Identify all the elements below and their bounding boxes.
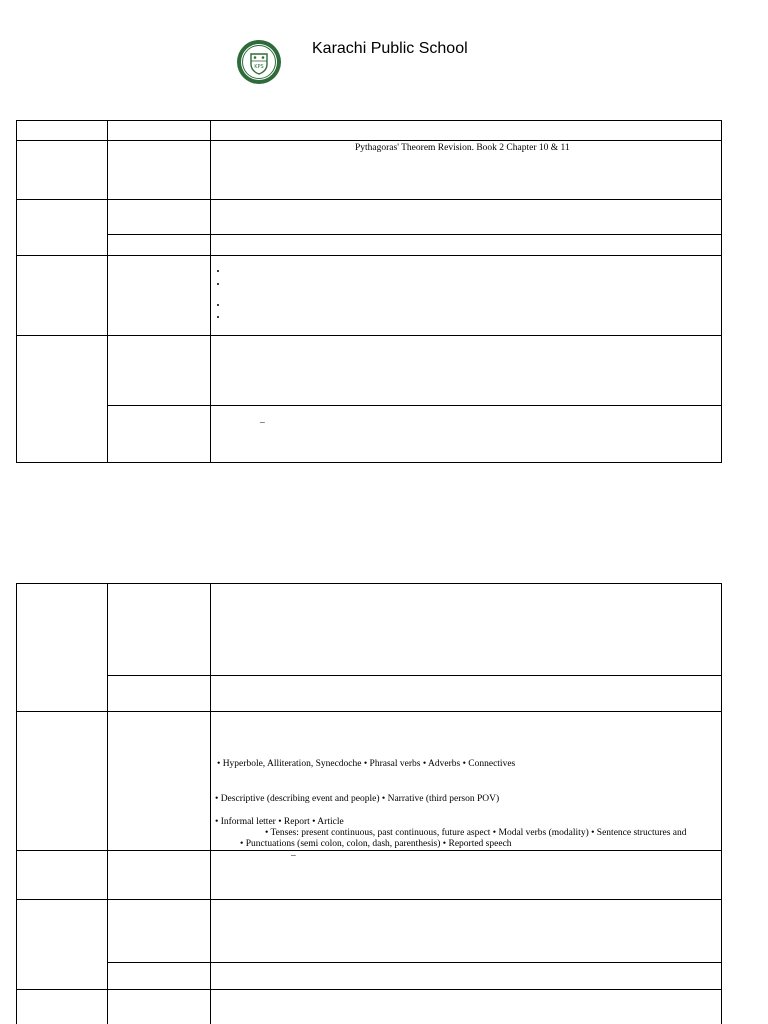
writing-types-text: • Descriptive (describing event and people) • Narrative (third person POV) [215, 794, 500, 804]
table-rule [107, 405, 722, 406]
table-rule [16, 583, 17, 1024]
table-rule [16, 120, 17, 463]
svg-text:KPS: KPS [254, 64, 264, 70]
table-rule [210, 583, 211, 1024]
literary-devices-text: • Hyperbole, Alliteration, Synecdoche • Phrasal verbs • Adverbs • Connectives [217, 759, 516, 769]
bullet-mark [217, 316, 219, 318]
table-rule [16, 899, 722, 900]
table-rule [16, 989, 722, 990]
table-rule [16, 462, 722, 463]
table-rule [721, 120, 722, 463]
table-rule [107, 962, 722, 963]
table-rule [16, 711, 722, 712]
bullet-mark [217, 283, 219, 285]
table-rule [16, 335, 722, 336]
table-rule [107, 583, 108, 1024]
formats-text: • Informal letter • Report • Article [215, 817, 344, 827]
bullet-mark [217, 270, 219, 272]
table-rule [107, 120, 108, 463]
dash-mark: – [291, 851, 296, 861]
punctuation-text: • Punctuations (semi colon, colon, dash, parenthesis) • Reported speech [240, 839, 512, 849]
table-rule [16, 120, 722, 121]
table-rule [16, 583, 722, 584]
topic-text: Pythagoras' Theorem Revision. Book 2 Chapter 10 & 11 [355, 143, 570, 153]
table-rule [721, 583, 722, 1024]
bullet-mark [217, 304, 219, 306]
table-rule [16, 255, 722, 256]
table-rule [16, 850, 722, 851]
dash-mark: – [260, 418, 265, 428]
table-rule [210, 120, 211, 463]
table-rule [107, 675, 722, 676]
school-logo [236, 39, 282, 85]
grammar-text: • Tenses: present continuous, past continuous, future aspect • Modal verbs (modality) • Sentence structures and [265, 828, 687, 838]
school-name: Karachi Public School [312, 40, 468, 57]
table-rule [16, 140, 722, 141]
table-rule [16, 199, 722, 200]
table-rule [107, 234, 722, 235]
